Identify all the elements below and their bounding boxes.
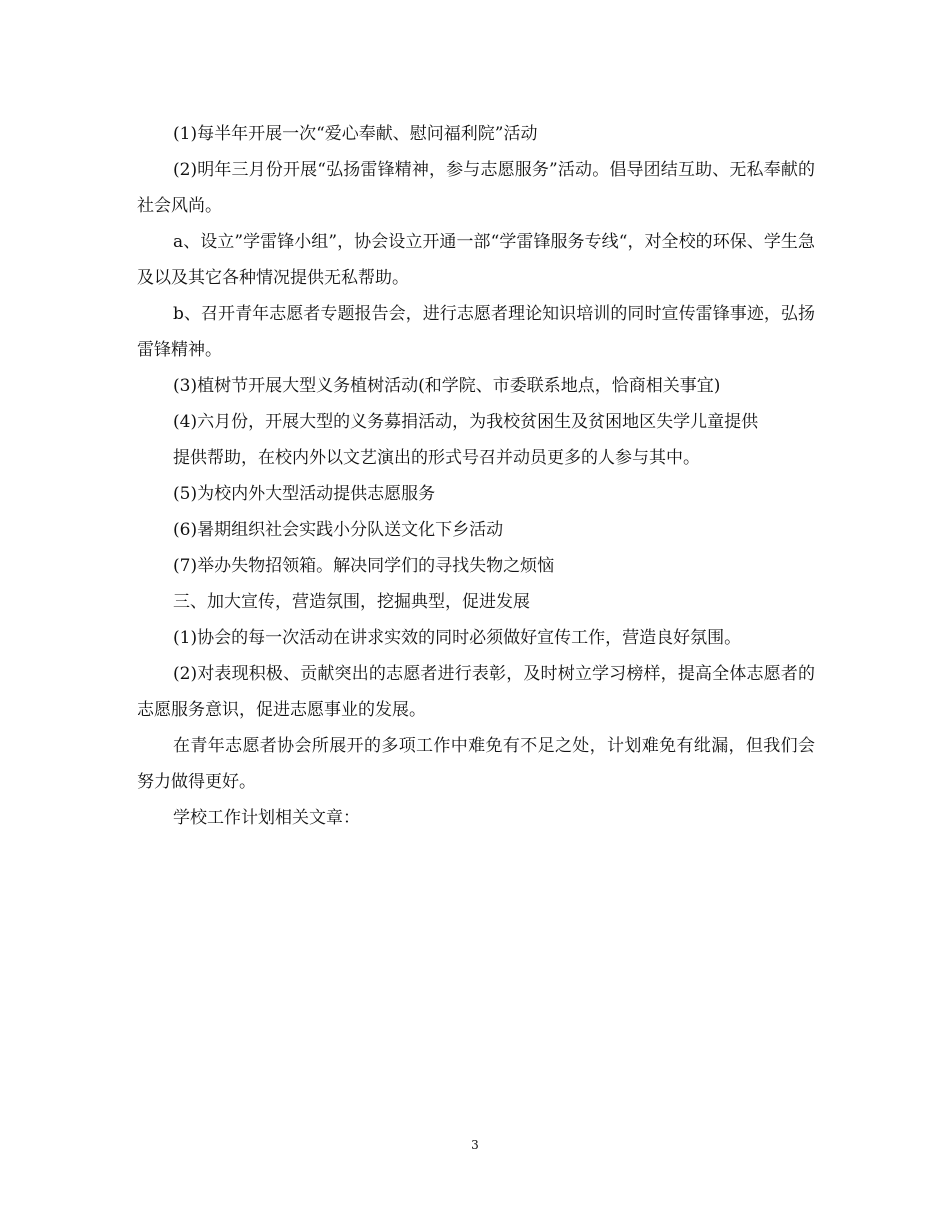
- paragraph: (2)对表现积极、贡献突出的志愿者进行表彰，及时树立学习榜样，提高全体志愿者的志愿服务意识，促进志愿事业的发展。: [137, 664, 815, 720]
- paragraph: 在青年志愿者协会所展开的多项工作中难免有不足之处，计划难免有纰漏，但我们会努力做得更好。: [137, 736, 815, 792]
- paragraph: 提供帮助，在校内外以文艺演出的形式号召并动员更多的人参与其中。: [173, 448, 700, 468]
- paragraph: (5)为校内外大型活动提供志愿服务: [173, 484, 436, 504]
- paragraph: (4)六月份，开展大型的义务募捐活动，为我校贫困生及贫困地区失学儿童提供: [173, 412, 759, 432]
- paragraph: (3)植树节开展大型义务植树活动(和学院、市委联系地点，恰商相关事宜): [173, 376, 721, 396]
- page-number: 3: [471, 1138, 479, 1152]
- related-articles-label: 学校工作计划相关文章：: [173, 808, 360, 828]
- paragraph: (1)每半年开展一次“爱心奉献、慰问福利院”活动: [173, 124, 538, 144]
- paragraph: (6)暑期组织社会实践小分队送文化下乡活动: [173, 520, 504, 540]
- document-body: [137, 116, 815, 836]
- section-heading: 三、加大宣传，营造氛围，挖掘典型，促进发展: [173, 592, 530, 612]
- paragraph: b、召开青年志愿者专题报告会，进行志愿者理论知识培训的同时宣传雷锋事迹，弘扬雷锋精神。: [137, 304, 815, 360]
- paragraph: (1)协会的每一次活动在讲求实效的同时必须做好宣传工作，营造良好氛围。: [173, 628, 742, 648]
- paragraph: (2)明年三月份开展“弘扬雷锋精神，参与志愿服务”活动。倡导团结互助、无私奉献的社会风尚。: [137, 160, 815, 216]
- paragraph: a、设立”学雷锋小组”，协会设立开通一部“学雷锋服务专线“，对全校的环保、学生急及以及其它各种情况提供无私帮助。: [137, 232, 815, 288]
- paragraph: (7)举办失物招领箱。解决同学们的寻找失物之烦恼: [173, 556, 555, 576]
